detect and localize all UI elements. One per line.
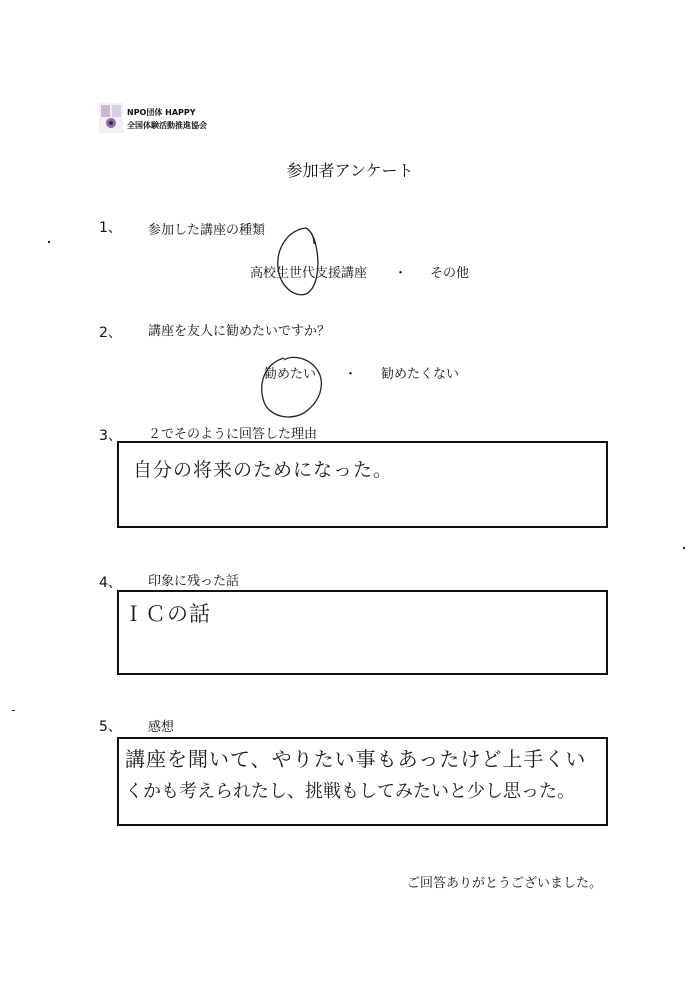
- scan-speck: [683, 547, 685, 549]
- question-2-text: 講座を友人に勧めたいですか？: [148, 324, 331, 339]
- q2-option-recommend[interactable]: 勧めたい: [264, 367, 317, 382]
- scan-speck: [12, 710, 15, 711]
- page-title: 参加者アンケート: [286, 161, 414, 180]
- org-logo-icon: [99, 103, 123, 133]
- q1-separator: ・: [394, 266, 408, 281]
- q1-selection-circle-mark: [272, 224, 322, 300]
- q2-option-not-recommend[interactable]: 勧めたくない: [381, 367, 460, 382]
- org-name-line1: NPO団体 HAPPY: [127, 108, 196, 117]
- q2-separator: ・: [344, 367, 358, 382]
- q5-answer-line-2: くかも考えられたし、挑戦もしてみたいと少し思った。: [125, 781, 575, 802]
- question-1-number: 1、: [99, 220, 122, 236]
- q1-option-other[interactable]: その他: [430, 266, 470, 281]
- question-5-text: 感想: [148, 720, 175, 735]
- q3-answer-line: 自分の将来のためになった。: [133, 459, 394, 481]
- q3-answer-box[interactable]: [117, 441, 608, 528]
- q5-answer-box[interactable]: [117, 737, 608, 826]
- question-5-number: 5、: [99, 719, 122, 735]
- q5-answer-line-1: 講座を聞いて、やりたい事もあったけど上手くい: [125, 747, 587, 771]
- q1-option-high-school-course[interactable]: 高校生世代支援講座: [250, 266, 368, 281]
- question-1-text: 参加した講座の種類: [148, 223, 266, 238]
- q4-answer-line: ＩＣの話: [123, 602, 211, 626]
- scan-speck: [48, 241, 50, 243]
- question-4-text: 印象に残った話: [148, 574, 240, 589]
- question-3-number: 3、: [99, 428, 122, 444]
- thank-you-message: ご回答ありがとうございました。: [406, 876, 602, 891]
- question-4-number: 4、: [99, 575, 122, 591]
- question-3-text: ２でそのように回答した理由: [148, 427, 318, 442]
- org-name-line2: 全国体験活動推進協会: [127, 121, 207, 130]
- q4-answer-box[interactable]: [117, 590, 608, 675]
- question-2-number: 2、: [99, 325, 122, 341]
- q2-selection-circle-mark: [254, 354, 330, 424]
